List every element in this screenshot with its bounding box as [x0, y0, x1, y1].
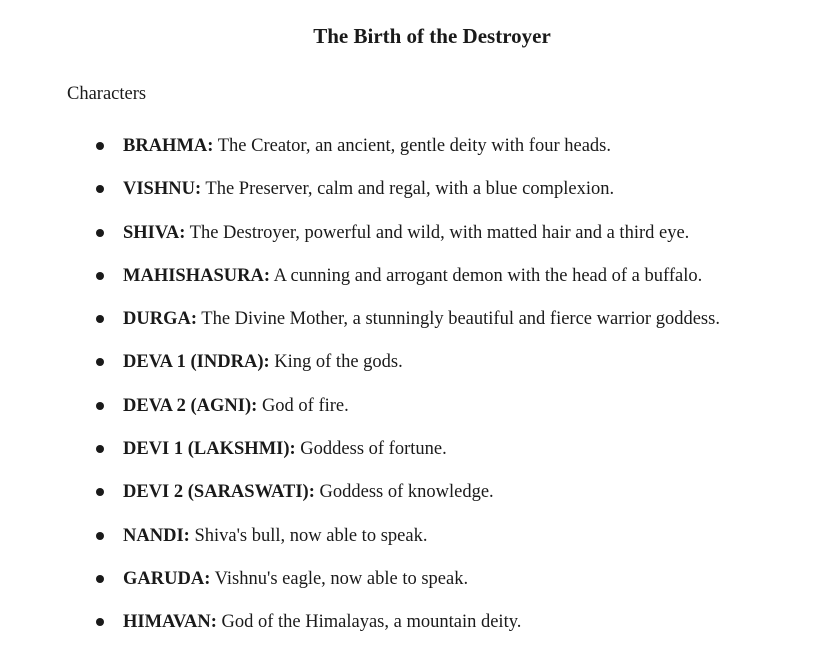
- character-name: BRAHMA:: [123, 136, 214, 156]
- bullet-icon: [96, 142, 104, 150]
- character-list: [0, 134, 720, 654]
- character-name: MAHISHASURA:: [123, 265, 270, 286]
- list-item: [0, 480, 720, 523]
- list-item: [0, 437, 720, 480]
- character-description: The Divine Mother, a stunningly beautiful and fierce warrior goddess.: [197, 309, 720, 330]
- section-heading-characters: Characters: [67, 84, 147, 104]
- list-item: [0, 524, 720, 567]
- character-description: The Creator, an ancient, gentle deity with four heads.: [213, 136, 611, 156]
- bullet-icon: [96, 402, 104, 410]
- character-name: DEVA 2 (AGNI):: [123, 395, 258, 416]
- character-description: Goddess of knowledge.: [314, 482, 494, 503]
- bullet-icon: [96, 532, 104, 540]
- list-item: [0, 610, 720, 653]
- bullet-icon: [96, 272, 104, 280]
- character-description: God of fire.: [257, 395, 349, 416]
- character-name: GARUDA:: [123, 568, 211, 589]
- list-item: [0, 350, 720, 393]
- character-name: VISHNU:: [123, 179, 202, 200]
- list-item: [0, 394, 720, 437]
- list-item: [0, 307, 720, 350]
- character-description: A cunning and arrogant demon with the head of a buffalo.: [269, 265, 703, 286]
- character-name: DEVI 1 (LAKSHMI):: [123, 439, 296, 460]
- character-description: Goddess of fortune.: [295, 439, 447, 460]
- character-description: Shiva's bull, now able to speak.: [189, 525, 428, 546]
- bullet-icon: [96, 358, 104, 366]
- document-title: The Birth of the Destroyer: [313, 24, 551, 48]
- list-item: [0, 567, 720, 610]
- character-description: King of the gods.: [269, 352, 403, 373]
- list-item: [0, 264, 720, 307]
- bullet-icon: [96, 445, 104, 453]
- list-item: [0, 134, 720, 177]
- bullet-icon: [96, 575, 104, 583]
- character-description: God of the Himalayas, a mountain deity.: [216, 612, 522, 633]
- bullet-icon: [96, 315, 104, 323]
- bullet-icon: [96, 229, 104, 237]
- list-item: [0, 177, 720, 220]
- character-name: SHIVA:: [123, 222, 186, 243]
- bullet-icon: [96, 185, 104, 193]
- character-name: HIMAVAN:: [123, 612, 217, 633]
- character-description: The Preserver, calm and regal, with a blue complexion.: [201, 179, 615, 200]
- list-item: [0, 221, 720, 264]
- character-description: The Destroyer, powerful and wild, with matted hair and a third eye.: [185, 222, 690, 243]
- character-name: NANDI:: [123, 525, 190, 546]
- character-name: DEVI 2 (SARASWATI):: [123, 482, 315, 503]
- character-name: DURGA:: [123, 309, 197, 330]
- character-name: DEVA 1 (INDRA):: [123, 352, 270, 373]
- character-description: Vishnu's eagle, now able to speak.: [210, 568, 469, 589]
- bullet-icon: [96, 488, 104, 496]
- bullet-icon: [96, 618, 104, 626]
